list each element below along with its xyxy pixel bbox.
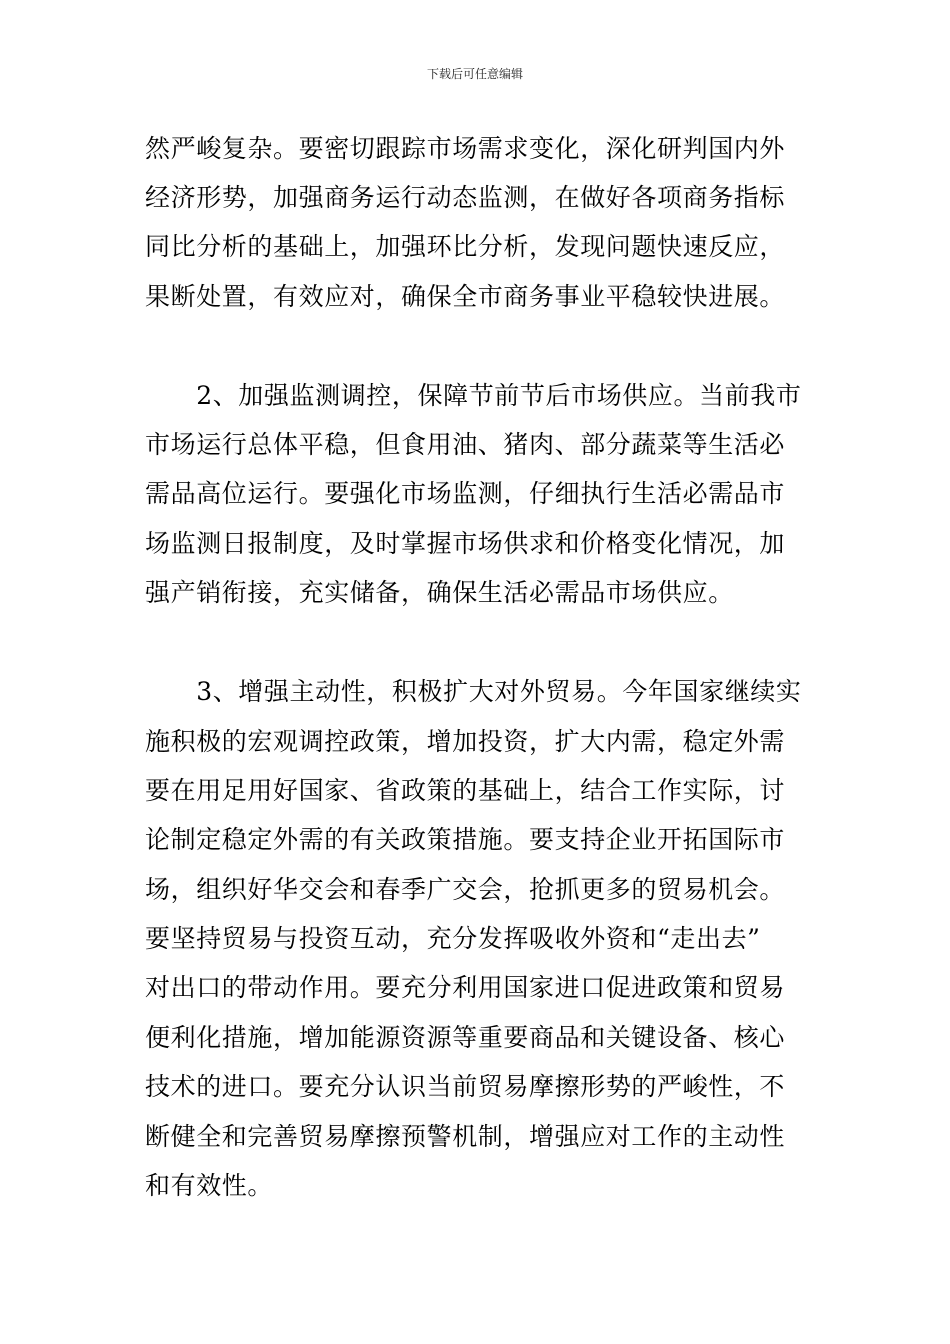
paragraph-3-line-2: 施积极的宏观调控政策，增加投资，扩大内需，稳定外需 (145, 727, 786, 756)
paragraph-2-line-1: 2、加强监测调控，保障节前节后市场供应。当前我市 (145, 381, 802, 410)
paragraph-3-line-1: 3、增强主动性，积极扩大对外贸易。今年国家继续实 (145, 677, 802, 706)
paragraph-3-line-5: 场，组织好华交会和春季广交会，抢抓更多的贸易机会。 (145, 875, 786, 904)
paragraph-3-line-10: 断健全和完善贸易摩擦预警机制，增强应对工作的主动性 (145, 1122, 786, 1151)
paragraph-1-line-2: 经济形势，加强商务运行动态监测，在做好各项商务指标 (145, 183, 786, 212)
paragraph-3-line-6: 要坚持贸易与投资互动，充分发挥吸收外资和“走出去” (145, 924, 761, 953)
paragraph-3-line-11: 和有效性。 (145, 1171, 274, 1200)
paragraph-3-line-7: 对出口的带动作用。要充分利用国家进口促进政策和贸易 (145, 973, 786, 1002)
paragraph-2-line-4: 场监测日报制度，及时掌握市场供求和价格变化情况，加 (145, 529, 786, 558)
paragraph-3-line-8: 便利化措施，增加能源资源等重要商品和关键设备、核心 (145, 1023, 786, 1052)
paragraph-3-line-3: 要在用足用好国家、省政策的基础上，结合工作实际，讨 (145, 776, 786, 805)
paragraph-1-line-4: 果断处置，有效应对，确保全市商务事业平稳较快进展。 (145, 282, 786, 311)
paragraph-1-line-1: 然严峻复杂。要密切跟踪市场需求变化，深化研判国内外 (145, 134, 786, 163)
header-note: 下载后可任意编辑 (426, 67, 523, 81)
paragraph-2-line-3: 需品高位运行。要强化市场监测，仔细执行生活必需品市 (145, 479, 786, 508)
paragraph-1-line-3: 同比分析的基础上，加强环比分析，发现问题快速反应， (145, 232, 786, 261)
paragraph-3-line-4: 论制定稳定外需的有关政策措施。要支持企业开拓国际市 (145, 825, 786, 854)
paragraph-3-line-9: 技术的进口。要充分认识当前贸易摩擦形势的严峻性，不 (145, 1072, 786, 1101)
paragraph-2-line-5: 强产销衔接，充实储备，确保生活必需品市场供应。 (145, 578, 734, 607)
paragraph-2-line-2: 市场运行总体平稳，但食用油、猪肉、部分蔬菜等生活必 (145, 430, 786, 459)
